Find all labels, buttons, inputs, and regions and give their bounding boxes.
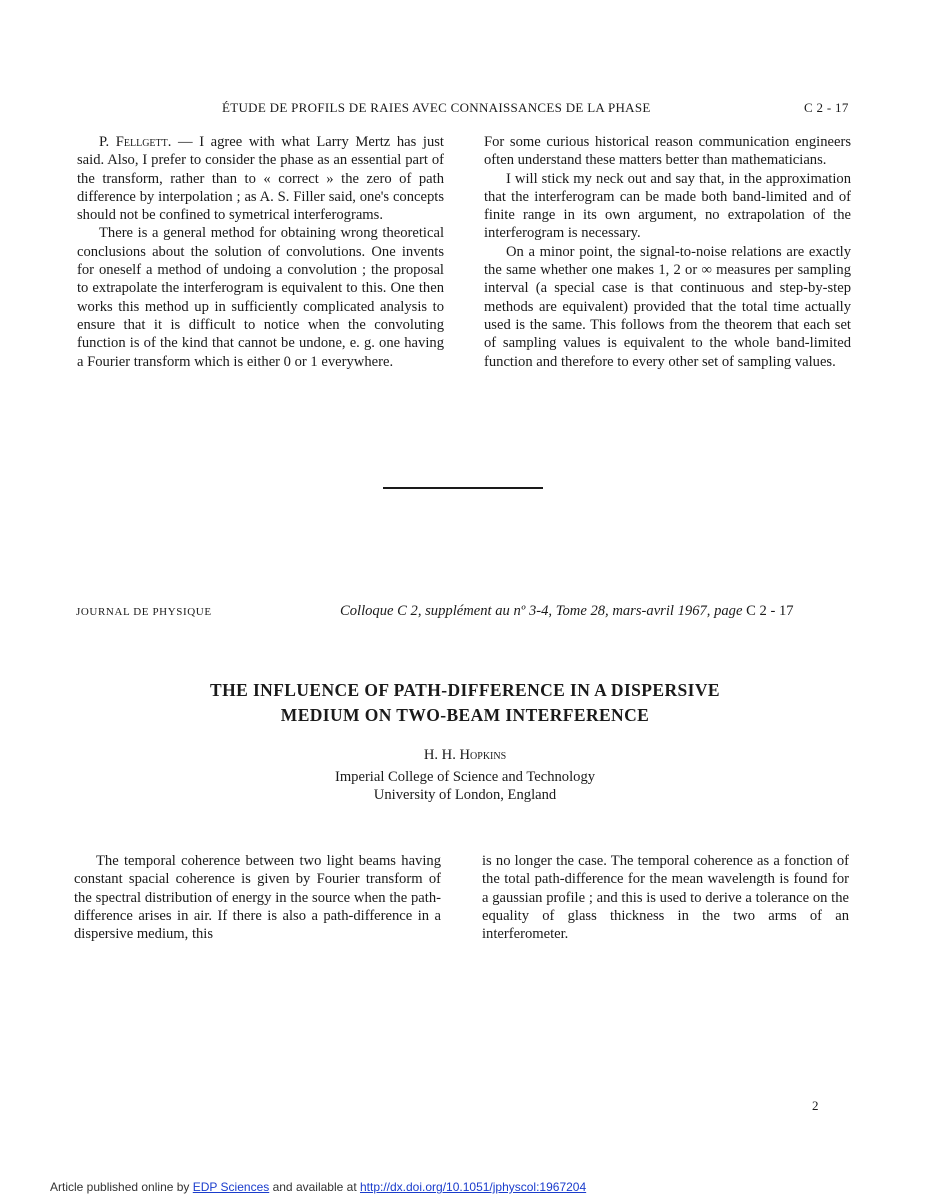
discussion-paragraph: On a minor point, the signal-to-noise relations are exactly the same whether one makes 1, 2 or ∞ measures per sampling interval (a special case is that continuous and step-by-step methods are equivalent) provided that the total time actually used is the same. This follows from the theorem that each set of sampling values is equivalent to the whole band-limited function and therefore to every other set of sampling values. [484,243,851,370]
abstract-right-column [482,852,849,943]
discussion-paragraph: For some curious historical reason communication engineers often understand these matters better than mathematicians. [484,134,851,169]
section-divider [383,487,543,489]
abstract-paragraph: The temporal coherence between two light beams having constant spacial coherence is given by Fourier transform of the spectral distribution of energy in the source when the path-difference arises in air. If there is also a path-difference in a dispersive medium, this [74,853,441,943]
title-line-2: MEDIUM ON TWO-BEAM INTERFERENCE [280,705,650,725]
author-affiliation [0,768,930,805]
publication-footer: Article published online by EDP Sciences and available at http://dx.doi.org/10.1051/jphyscol:1967204 [50,1180,587,1194]
journal-line [0,603,930,623]
running-title: ÉTUDE DE PROFILS DE RAIES AVEC CONNAISSANCES DE LA PHASE [222,100,651,115]
article-title [90,678,840,728]
discussion-left-column [77,133,444,371]
doi-link[interactable]: http://dx.doi.org/10.1051/jphyscol:1967204 [359,1180,587,1194]
author-name: H. H. Hopkins [423,747,507,763]
discussion-right-column [484,133,851,371]
discussion-paragraph: I will stick my neck out and say that, in the approximation that the interferogram can be made both band-limited and of finite range in its own argument, no extrapolation of the interferogram is necessary. [484,170,851,242]
colloque-reference: Colloque C 2, supplément au nº 3-4, Tome 28, mars-avril 1967, page C 2 - 17 [340,603,794,619]
affiliation-line-1: Imperial College of Science and Technology [334,769,596,785]
discussion-paragraph: P. Fellgett. — I agree with what Larry Mertz has just said. Also, I prefer to consider the phase as an essential part of the transform, rather than to « correct » the zero of path difference by interpolation ; as A. S. Filler said, one's concepts should not be confined to symetrical interferograms. [77,134,444,224]
abstract-left-column [74,852,441,943]
affiliation-line-2: University of London, England [373,787,557,804]
journal-name: JOURNAL DE PHYSIQUE [76,606,212,618]
speaker-name: P. Fellgett. [99,134,172,150]
discussion-paragraph: There is a general method for obtaining wrong theoretical conclusions about the solution of convolutions. One invents for oneself a method of undoing a convolution ; the proposal to extrapolate the interferogram is equivalent to this. One then works this method up in sufficiently complicated analysis to ensure that it is difficult to notice when the convoluting function is of the kind that cannot be undone, e. g. one having a Fourier transform which is either 0 or 1 everywhere. [77,225,444,370]
page-number: 2 [812,1098,819,1113]
running-page-label: C 2 - 17 [804,100,849,115]
abstract-paragraph: is no longer the case. The temporal coherence as a fonction of the total path-difference for the mean wavelength is found for a gaussian profile ; and this is used to derive a tolerance on the equality of glass thickness in the two arms of an interferometer. [482,853,849,943]
title-line-1: THE INFLUENCE OF PATH-DIFFERENCE IN A DISPERSIVE [210,680,720,700]
publisher-link[interactable]: EDP Sciences [192,1180,270,1194]
running-header [0,100,930,118]
